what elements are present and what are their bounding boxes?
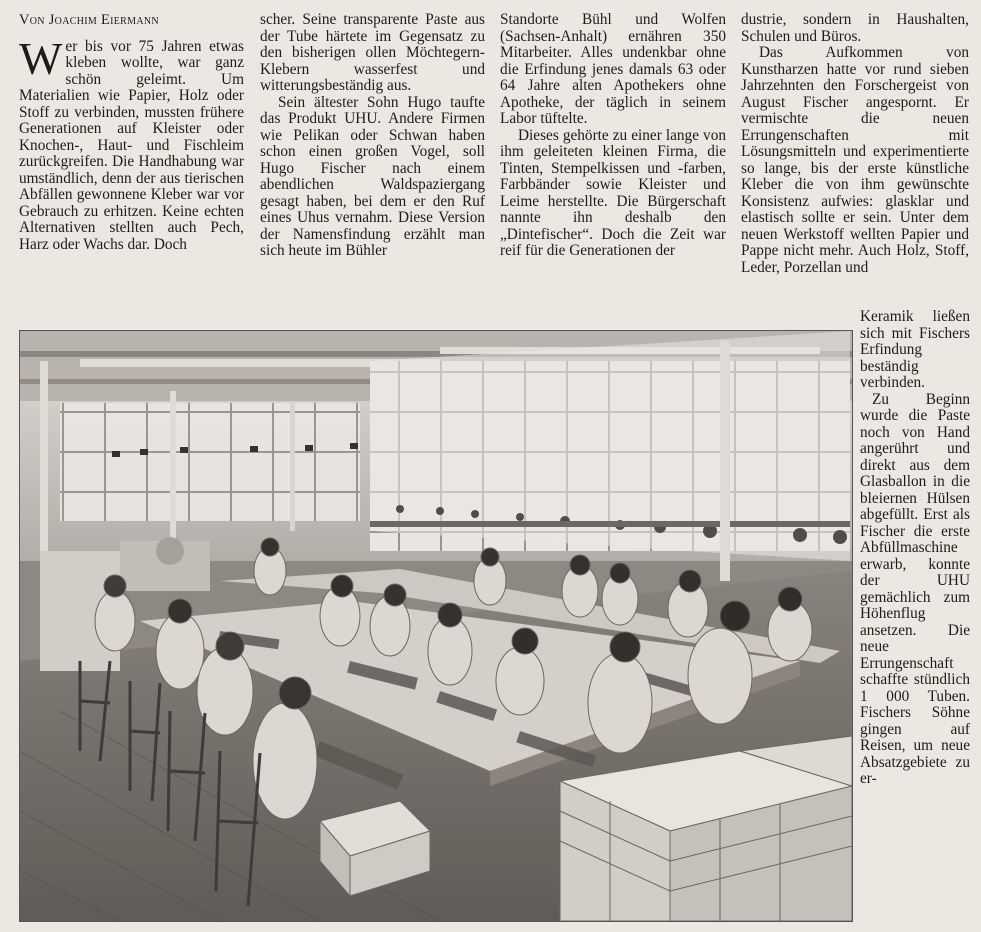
article-column-5	[860, 309, 970, 788]
factory-photo	[19, 330, 853, 922]
column-1-paragraph	[19, 32, 244, 254]
column-3-paragraph-2: Dieses gehörte zu einer lange von ihm geleiteten kleinen Firma, die Tinten, Stempelkissen und -farben, Farbbänder sowie Kleister und Leime herstellte. Die Bürgerschaft nannte ihn deshalb den „Dintefischer“. Doch die Zeit war reif für die Generationen der	[500, 126, 726, 259]
column-5-paragraph-1: Keramik ließen sich mit Fischers Erfindung beständig verbinden.	[860, 308, 970, 391]
article-column-4	[741, 12, 969, 276]
byline: Von Joachim Eiermann	[19, 12, 159, 28]
column-2-paragraph-1: scher. Seine transparente Paste aus der Tube härtete im Gegensatz zu den bisherigen ollen Möchtegern-Klebern wasserfest und witterungsbeständig aus.	[260, 11, 485, 94]
drop-cap: W	[19, 32, 63, 84]
column-4-paragraph-2: Das Aufkommen von Kunstharzen hatte vor rund sieben Jahrzehnten den Forschergeist von August Fischer angespornt. Er vermischte die neuen Errungenschaften mit Lösungsmitteln und experimentierte so lange, bis der erste künstliche Kleber die von ihm gewünschte Konsistenz aufwies: glasklar und elastisch sollte er sein. Unter dem neuen Werkstoff wellten Papier und Pappe nicht mehr. Auch Holz, Stoff, Leder, Porzellan und	[741, 44, 969, 276]
column-3-paragraph-1: Standorte Bühl und Wolfen (Sachsen-Anhalt) ernähren 350 Mitarbeiter. Alles undenkbar ohne die Erfindung jenes damals 63 oder 64 Jahre alten Apothekers ohne Apotheke, der täglich in seinem Labor tüftelte.	[500, 11, 726, 127]
column-1-text: er bis vor 75 Jahren etwas kleben wollte, war ganz schön geleimt. Um Materialien wie Papier, Holz oder Stoff zu verbinden, mussten frühere Generationen auf Kleister oder Knochen-, Haut- und Fischleim zurückgreifen. Die Handhabung war umständlich, denn der aus tierischen Abfällen gewonnene Kleber war vor Gebrauch zu erhitzen. Keine echten Alternativen stellten auch Pech, Harz oder Wachs dar. Doch	[19, 37, 244, 253]
article-column-3	[500, 12, 726, 260]
column-4-paragraph-1: dustrie, sondern in Haushalten, Schulen und Büros.	[741, 11, 969, 45]
column-2-paragraph-2: Sein ältester Sohn Hugo taufte das Produkt UHU. Andere Firmen wie Pelikan oder Schwan haben schon einen großen Vogel, soll Hugo Fischer nach einem abendlichen Waldspaziergang gesagt haben, bei dem er den Ruf eines Uhus vernahm. Diese Version der Namensfindung erzählt man sich heute im Bühler	[260, 93, 485, 259]
column-5-paragraph-2: Zu Beginn wurde die Paste noch von Hand angerührt und direkt aus dem Glasballon in die bleiernen Hülsen abgefüllt. Erst als Fischer die erste Abfüllmaschine erwarb, konnte der UHU gemächlich zum Höhenflug ansetzen. Die neue Errungenschaft schaffte stündlich 1 000 Tuben. Fischers Söhne gingen auf Reisen, um neue Absatzgebiete zu er-	[860, 390, 970, 787]
article-column-2	[260, 12, 485, 260]
article-column-1	[19, 12, 244, 253]
factory-hall-illustration	[20, 331, 852, 921]
